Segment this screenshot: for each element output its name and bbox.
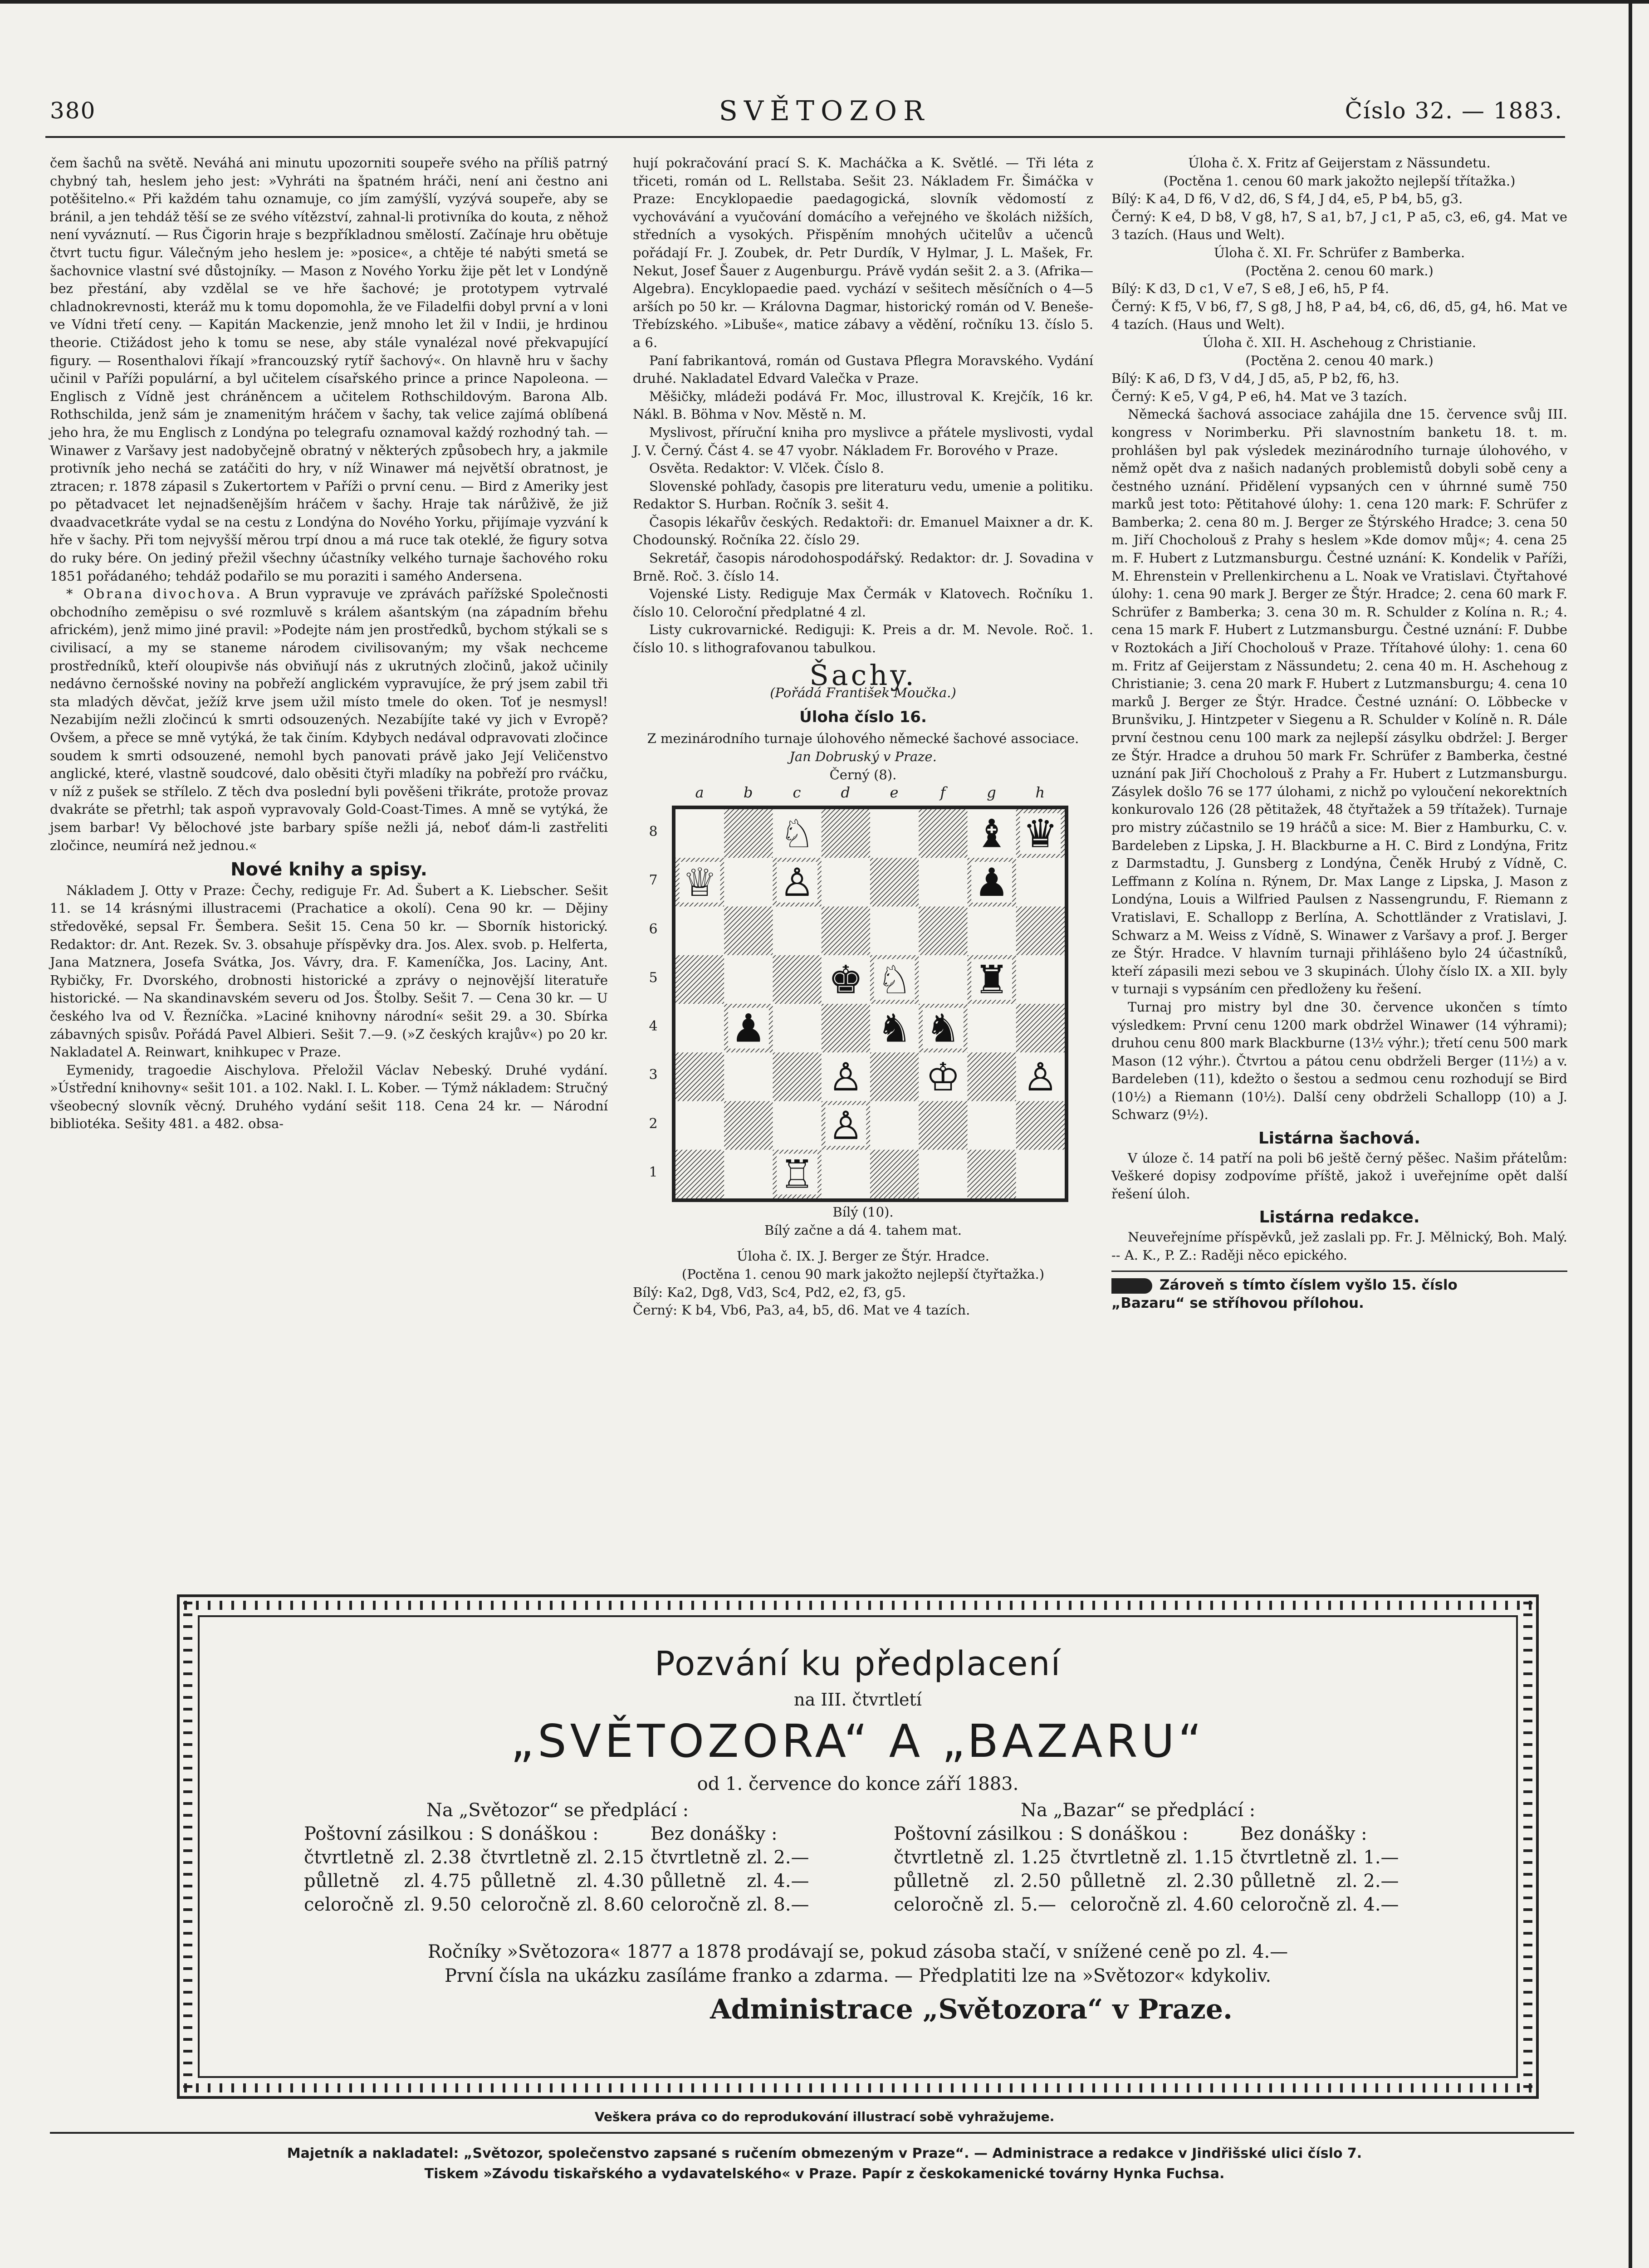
price-period: celoročně — [1070, 1894, 1160, 1915]
price-value: zl. 2.— — [1336, 1871, 1399, 1892]
tournament-result: Turnaj pro mistry byl dne 30. července ukončen s tímto výsledkem: První cenu 1200 mark obdržel Winawer (14 výhrami); druhou cenu 800 mark Blackburne (13½ výhr.); třetí cenu 500 mark Mason (12 výhr.). Čtvrtou a pátou cenu obdrželi Berger (11½) a v. Bardeleben (11), kdežto o šestou a sedmou cenu rozhodují se Bird (10½) a Riemann (10½). Další ceny obdrželi Schallopp (10) a J. Schwarz (9½). — [1111, 999, 1567, 1123]
problem-10-award: (Poctěna 1. cenou 60 mark jakožto nejlepší třítažka.) — [1163, 173, 1516, 189]
book-entry: Slovenské pohľady, časopis pre literaturu vedu, umenie a politiku. Redaktor S. Hurban. Ročník 3. sešit 4. — [633, 478, 1093, 512]
editorial-letters-text: Neuveřejníme příspěvků, jež zaslali pp. Fr. J. Mělnický, Boh. Malý. -- A. K., P. Z.: Raději něco epického. — [1111, 1229, 1567, 1263]
col-head-no-delivery: Bez donášky : — [1240, 1823, 1367, 1844]
column-1 — [50, 154, 608, 1133]
notice-line-1: Zároveň s tímto číslem vyšlo 15. číslo — [1160, 1277, 1458, 1294]
light-square — [773, 1004, 821, 1052]
price-row — [304, 1893, 816, 1916]
chess-piece: ♘ — [876, 957, 912, 1003]
price-value: zl. 1.— — [1336, 1847, 1399, 1868]
light-square — [870, 809, 919, 858]
rank-label: 5 — [649, 969, 658, 986]
price-period: půlletně — [894, 1871, 969, 1892]
chess-piece: ♙ — [828, 1103, 863, 1149]
rank-label: 1 — [649, 1164, 658, 1180]
file-labels — [672, 784, 1065, 802]
light-square — [919, 1150, 967, 1198]
subscription-subtitle: na III. čtvrtletí — [794, 1690, 922, 1710]
chess-piece: ♖ — [779, 1152, 815, 1198]
price-period: celoročně — [304, 1894, 394, 1915]
sample-issues-line: První čísla na ukázku zasíláme franko a zdarma. — Předplatiti lze na »Světozor« kdykoliv. — [444, 1965, 1272, 1986]
light-square — [675, 1101, 724, 1150]
price-period: čtvrtletně — [894, 1847, 984, 1868]
rank-label: 2 — [649, 1115, 658, 1132]
problem-10-black: Černý: K e4, D b8, V g8, h7, S a1, b7, J c1, P a5, c3, e6, g4. Mat ve 3 tazích. (Haus und Welt). — [1111, 209, 1567, 243]
col-head-post: Poštovní zásilkou : — [304, 1823, 475, 1844]
price-value: zl. 8.60 — [577, 1894, 644, 1915]
file-label: h — [1035, 784, 1045, 802]
price-value: zl. 2.38 — [404, 1847, 471, 1868]
bottom-ornament — [184, 2083, 1532, 2092]
masthead-title: SVĚTOZOR — [719, 95, 930, 127]
dark-square — [919, 809, 967, 858]
problem-11-white: Bílý: K d3, D c1, V e7, S e8, J e6, h5, P f4. — [1111, 281, 1390, 297]
problem-12-black: Černý: K e5, V g4, P e6, h4. Mat ve 3 tazích. — [1111, 388, 1408, 404]
rank-label: 4 — [649, 1018, 658, 1035]
price-value: zl. 4.— — [1336, 1894, 1399, 1915]
problem-11-black: Černý: K f5, V b6, f7, S g8, J h8, P a4, b4, c6, d6, d5, g4, h6. Mat ve 4 tazích. (Haus und Welt). — [1111, 298, 1567, 332]
right-edge — [1629, 0, 1632, 2268]
price-period: čtvrtletně — [650, 1847, 741, 1868]
price-period: celoročně — [650, 1894, 740, 1915]
chess-piece: ♙ — [1023, 1055, 1058, 1100]
svetozor-prices — [304, 1799, 816, 1916]
chess-piece: ♙ — [779, 860, 815, 906]
savage-defense-text: A Brun vypravuje ve zprávách pařížské Společnosti obchodního zeměpisu o své rozmluvě s králem ašantským (na západním břehu africkém), jenž mimo jiné pravil: »Podejte nám jen prostředků, bychom stýkali se s civilisací, a my se staneme národem civilisovaným; my však nechceme prostředníků, kteří oloupivše nás obviňují nás z ukrutných zločinů, jakož učinily nedávno černošské noviny na pobřeží anglickém vypravujíce, že prý jsem zabil tři sta mladých děvčat, ježíž krve jsem užil místo tmele do oken. Toť je nesmysl! Nezabijím nežli zločincú k smrti odsouzených. Nezabíjíte také vy jich v Evropě? Ovšem, a přece se mně vytýká, že tak činím. Kdybych nedával odpravovati zločince soudem k smrti odsouzené, nemohl bych panovati právě jako Její Veličenstvo anglické, které, vlastně soudcové, dalo oběsiti čtyři mladíky na pobřeží pro rváčku, v níž z pušek se střílelo. Z těch dva poslední byli pověšeni třikráte, protože provaz dvakráte se přetrhl; tak aspoň vypravovaly Gold-Coast-Times. A mně se vytýká, že jsem barbar! Vy bělochové jste barbary spíše nežli já, neboť dám-li zastřeliti zločince, neumírá než jednou.« — [50, 586, 608, 853]
association-report: Německá šachová associace zahájila dne 15. července svůj III. kongress v Norimberku. Při slavnostním banketu 18. t. m. prohlášen byl pak výsledek mezinárodního turnaje úlohového, v němž opět dva z našich nadaných problemistů dobyli sobě ceny a čestného uznání. Přidělení vypsaných cen v úhrnné sumě 750 marků jest toto: Pětitahové úlohy: 1. cena 120 mark: F. Schrüfer z Bamberka; 2. cena 80 m. J. Berger ze Štýrského Hradce; 3. cena 50 m. Jiří Chocholouš z Prahy s heslem »Kde domov můj«; 4. cena 25 m. F. Hubert z Lutzmansburgu. Čestné uznání: K. Kondelik v Paříži, M. Ehrenstein v Prellenkirchenu a L. Noak ve Vratislavi. Čtyřtahové úlohy: 1. cena 90 mark J. Berger ze Štýr. Hradce; 2. cena 60 mark F. Schrüfer z Bamberka; 3. cena 30 m. R. Schulder z Kolína n. R.; 4. cena 15 mark F. Hubert z Lutzmansburgu. Čestné uznání: F. Dubbe v Roztokách a Jiří Chocholouš v Praze. Třítahové úlohy: 1. cena 60 m. Fritz af Geijerstam z Nässundetu; 2. cena 40 m. H. Aschehoug z Christianie; 3. cena 20 mark F. Hubert z Lutzmansburgu; 4. cena 10 marků J. Berger ze Štýr. Hradce. Čestné uznání: O. Löbbecke v Brunšviku, J. Hintzpeter v Siegenu a R. Schulder v Kolíně n. R. Dále první čestnou cenu 100 mark za nejlepší zásylku obdržel: J. Berger ze Štýr. Hradce a druhou 50 mark Fr. Schrüfer z Bamberka, čestné uznání pak Jiří Chocholouš z Prahy a Fr. Hubert z Lutzmansburgu. Zásylek došlo 76 se 177 úlohami, z nichž po vyloučení nekorektních konkurovalo 126 (28 pětitažek, 48 čtyřtažek a 59 třítažek). Turnaje pro mistry zúčastnilo se 19 hráčů a sice: M. Bier z Hamburku, C. v. Bardeleben z Lipska, J. H. Blackburne a H. C. Bird z Londýna, Fritz z Darmstadtu, J. Gunsberg z Londýna, Čeněk Hrubý z Vídně, C. Leffmann z Kolína n. Rýnem, Dr. Max Lange z Lipska, J. Mason z Londýna, Louis a Wilfried Paulsen z Nassengrundu, F. Riemann z Vratislavi, E. Schallopp z Berlína, A. Schottländer z Vratislavi, J. Schwarz a M. Weiss z Vídně, S. Winawer z Varšavy a prof. J. Berger ze Štýr. Hradce. V hlavním turnaji přihlášeno bylo 24 účastníků, kteří zápasili mezi sebou ve 3 skupinách. Úlohy číslo IX. a XII. byly v turnaji s vypsáním cen předloženy ku řešení. — [1111, 406, 1567, 997]
printer-line: Tiskem »Závodu tiskařského a vydavatelského« v Praze. Papír z českokamenické továrny Hynka Fuchsa. — [424, 2166, 1225, 2182]
subscription-title: Pozvání ku předplacení — [654, 1644, 1062, 1683]
price-value: zl. 2.— — [747, 1847, 809, 1868]
dark-square — [919, 907, 967, 955]
price-value: zl. 2.50 — [993, 1871, 1061, 1892]
chess-piece: ♞ — [925, 1006, 960, 1051]
rights-notice: Veškera práva co do reprodukování illustrací sobě vyhražujeme. — [594, 2109, 1055, 2124]
problem-11-award: (Poctěna 2. cenou 60 mark.) — [1245, 263, 1434, 279]
price-value: zl. 5.— — [993, 1894, 1056, 1915]
chess-piece: ♚ — [828, 957, 863, 1003]
price-value: zl. 4.75 — [404, 1871, 471, 1892]
dark-square — [675, 955, 724, 1004]
books-paragraph-1: Nákladem J. Otty v Praze: Čechy, rediguje Fr. Ad. Šubert a K. Liebscher. Sešit 11. se 14 krásnými illustracemi (Prachatice a okolí). Cena 90 kr. — Dějiny středověké, sepsal Fr. Šembera. Sešit 15. Cena 50 kr. — Sborník historický. Redaktor: dr. Ant. Rezek. Sv. 3. obsahuje příspěvky dra. Jos. Alex. svob. p. Helferta, Jana Matznera, Josefa Svátka, Jos. Vávry, dra. F. Kameníčka, Jos. Laciny, Ant. Rybičky, Fr. Dvorského, drobnosti historické a zprávy o nejnovější literatuře historické. — Na skandinavském severu od Jos. Štolby. Sešit 7. — Cena 30 kr. — U českého lva od V. Řezníčka. »Laciné knihovny národní« sešit 29. a 30. Sbírka zábavných spisův. Pořádá Pavel Albieri. Sešit 7.—9. (»Z českých krajův«) po 20 kr. Nakladatel A. Reinwart, knihkupec v Praze. — [50, 882, 608, 1060]
white-label: Bílý (10). — [832, 1204, 894, 1220]
price-period: půlletně — [304, 1871, 380, 1892]
price-period: půlletně — [1070, 1871, 1146, 1892]
dark-square — [967, 1052, 1016, 1101]
left-ornament — [183, 1602, 192, 2092]
problem-12-title: Úloha č. XII. H. Aschehoug z Christianie. — [1202, 334, 1477, 350]
problem-10-white: Bílý: K a4, D f6, V d2, d6, S f4, J d4, e5, P b4, b5, g3. — [1111, 191, 1463, 207]
price-period: půlletně — [650, 1871, 726, 1892]
subscription-big-title: „SVĚTOZORA“ A „BAZARU“ — [510, 1715, 1205, 1768]
dark-square — [821, 1004, 870, 1052]
chess-diagram — [646, 784, 1081, 1203]
book-entry: Sekretář, časopis národohospodářský. Redaktor: dr. J. Sovadina v Brně. Roč. 3. číslo 14. — [633, 550, 1093, 584]
black-label: Černý (8). — [829, 767, 897, 782]
price-period: půlletně — [480, 1871, 556, 1892]
price-value: zl. 2.30 — [1166, 1871, 1234, 1892]
dark-square — [821, 809, 870, 858]
dark-square — [724, 907, 773, 955]
dark-square — [773, 955, 821, 1004]
file-label: c — [793, 784, 801, 802]
light-square — [870, 1101, 919, 1150]
rank-labels — [646, 806, 664, 1195]
notice-line-2: „Bazaru“ se stříhovou přílohou. — [1111, 1295, 1364, 1311]
price-value: zl. 1.25 — [993, 1847, 1061, 1868]
back-issues-line: Ročníky »Světozora« 1877 a 1878 prodávají se, pokud zásoba stačí, v snížené ceně po zl. 4.— — [427, 1941, 1288, 1962]
column-3 — [1111, 154, 1567, 1312]
price-row — [894, 1846, 1405, 1869]
light-square — [870, 907, 919, 955]
price-period: celoročně — [1240, 1894, 1330, 1915]
pointing-hand-icon — [1111, 1278, 1152, 1294]
light-square — [724, 858, 773, 906]
light-square — [967, 907, 1016, 955]
dark-square — [675, 1150, 724, 1198]
dark-square — [870, 858, 919, 906]
price-period: celoročně — [894, 1894, 984, 1915]
dark-square — [724, 1101, 773, 1150]
problem-12-white: Bílý: K a6, D f3, V d4, J d5, a5, P b2, f6, h3. — [1111, 371, 1399, 386]
savage-defense-heading: * Obrana divochova. — [66, 586, 242, 602]
price-row — [304, 1869, 816, 1893]
subscription-period: od 1. července do konce září 1883. — [697, 1774, 1019, 1794]
chess-piece: ♞ — [876, 1006, 912, 1051]
column-2 — [633, 154, 1093, 1320]
savage-defense-paragraph — [50, 585, 608, 855]
chess-piece: ♙ — [828, 1055, 863, 1100]
subscription-inner — [198, 1615, 1518, 2078]
books-paragraph-2: Eymenidy, tragoedie Aischylova. Přeložil Václav Nebeský. Druhé vydání. »Ústřední knihovny« sešit 101. a 102. Nakl. I. L. Kober. — Týmž nákladem: Stručný všeobecný slovník věcný. Druhého vydání sešit 118. Cena 24 kr. — Národní bibliotéka. Sešity 481. a 482. obsa- — [50, 1062, 608, 1132]
price-value: zl. 2.15 — [577, 1847, 644, 1868]
file-label: e — [890, 784, 899, 802]
chess-players-paragraph: čem šachů na světě. Neváhá ani minutu upozorniti soupeře svého na příliš patrný chybný tah, heslem jeho jest: »Vyhráti na špatném hráči, není ani čestno ani potěšitelno.« Při každém tahu oznamuje, co jím zamýšlí, vyzývá soupeře, aby se bránil, a jen tehdáž těší se ze svého vítězství, zahnal-li protivníka do kouta, z něhož není vyváznutí. — Rus Čigorin hraje s bezpříkladnou smělostí. Začínaje hru obětuje čtvrt tuctu figur. Válečným jeho heslem je: »posice«, a chtěje té nabýti smetá se šachovnice vlastní své důstojníky. — Mason z Nového Yorku žije pět let v Londýně bez přestání, aby vzdělal se ve hře šachové; je prototypem vytrvalé chladnokrevnosti, kteráž mu k tomu dopomohla, že ve Filadelfii dobyl první a v loni ve Vídni třetí ceny. — Kapitán Mackenzie, jenž mnoho let žil v Indii, je hrdinou theorie. Ctižádost jeho k tomu se nese, aby stále vynalézal nové překvapující figury. — Rosenthalovi říkají »francouzský rytíř šachový«. On hlavně hru v šachy učinil v Paříži populární, a byl učitelem císařského prince a prince Napoleona. — Englisch z Vídně jest chráněncem a učitelem Rothschildovým. Barona Alb. Rothschilda, jenž sám je znamenitým hráčem v šachy, tak velice zajímá oblíbená jeho hra, že mu Englisch z Londýna po telegrafu oznamoval každý rozhodný tah. — Winawer z Varšavy jest nadobyčejně obratný v některých způsobech hry, a jakmile protivník jeho nechá se zatáčiti do hry, v níž Winawer má největší obratnost, je ztracen; r. 1878 zápasil s Zukertortem v Paříži o první cenu. — Bird z Ameriky jest po pětadvacet let nejnadšenějším hráčem v šachy. Hraje tak nárůživě, že již dvaadvacetkráte vydal se na cestu z Londýna do Nového Yorku, přijímaje vyzvání k hře v šachy. Při tom nejvyšší měrou trpí dnou a má ruce tak oteklé, že figury sotva do ruky bére. On jediný přežil všechny účastníky velkého turnaje šachového roku 1851 pořádaného; tehdáž podařilo se mu poraziti i samého Andersena. — [50, 155, 608, 584]
problem-11-title: Úloha č. XI. Fr. Schrüfer z Bamberka. — [1214, 244, 1465, 260]
price-value: zl. 1.15 — [1166, 1847, 1234, 1868]
book-entry: Listy cukrovarnické. Rediguji: K. Preis a dr. M. Nevole. Roč. 1. číslo 10. s lithografovanou tabulkou. — [633, 622, 1093, 656]
top-ornament — [184, 1601, 1532, 1610]
book-entry: Měšičky, mládeži podává Fr. Moc, illustroval K. Krejčík, 16 kr. Nákl. B. Böhma v Nov. Městě n. M. — [633, 388, 1093, 422]
top-edge — [0, 0, 1649, 4]
header-rule — [45, 136, 1565, 138]
price-period: čtvrtletně — [1070, 1847, 1160, 1868]
problem-title: Úloha číslo 16. — [799, 708, 927, 726]
rank-label: 8 — [649, 824, 658, 840]
col-head-post: Poštovní zásilkou : — [894, 1823, 1064, 1844]
chess-editor: (Pořádá František Moučka.) — [770, 685, 956, 701]
chess-piece: ♘ — [779, 811, 815, 857]
chess-letters-heading: Listárna šachová. — [1258, 1129, 1421, 1148]
problem-12-award: (Poctěna 2. cenou 40 mark.) — [1245, 352, 1434, 368]
price-row — [894, 1869, 1405, 1893]
dark-square — [724, 809, 773, 858]
subscription-box — [177, 1594, 1539, 2099]
new-books-heading: Nové knihy a spisy. — [230, 859, 427, 880]
dark-square — [870, 1052, 919, 1101]
problem-9-award: (Poctěna 1. cenou 90 mark jakožto nejlepší čtyřtažka.) — [681, 1266, 1045, 1282]
book-entry: Osvěta. Redaktor: V. Vlček. Číslo 8. — [649, 460, 884, 476]
price-value: zl. 8.— — [747, 1894, 809, 1915]
file-label: g — [987, 784, 996, 802]
problem-source: Z mezinárodního turnaje úlohového německé šachové associace. — [647, 731, 1079, 747]
dark-square — [675, 1052, 724, 1101]
mate-note: Bílý začne a dá 4. tahem mat. — [764, 1222, 962, 1238]
footer-rule — [50, 2132, 1574, 2134]
rank-label: 3 — [649, 1067, 658, 1083]
light-square — [773, 907, 821, 955]
col-head-delivery: S donáškou : — [480, 1823, 599, 1844]
file-label: b — [744, 784, 753, 802]
issue-number: Číslo 32. — 1883. — [1345, 98, 1563, 124]
light-square — [967, 1101, 1016, 1150]
price-period: čtvrtletně — [304, 1847, 394, 1868]
book-entry: Myslivost, příruční kniha pro myslivce a přátele myslivosti, vydal J. V. Černý. Část 4. se 47 vyobr. Nákladem Fr. Borového v Praze. — [633, 424, 1093, 458]
dark-square — [773, 1052, 821, 1101]
bazar-heading: Na „Bazar“ se předplácí : — [1021, 1800, 1256, 1821]
problem-9-black: Černý: K b4, Vb6, Pa3, a4, b5, d6. Mat ve 4 tazích. — [633, 1302, 970, 1318]
chess-piece: ♛ — [1023, 811, 1058, 857]
supplement-notice — [1111, 1271, 1567, 1312]
dark-square — [870, 1150, 919, 1198]
light-square — [919, 858, 967, 906]
chess-piece: ♝ — [974, 811, 1009, 857]
problem-9-title: Úloha č. IX. J. Berger ze Štýr. Hradce. — [737, 1248, 989, 1264]
chess-section-title: Šachy. — [809, 658, 917, 692]
file-label: f — [940, 784, 946, 802]
light-square — [967, 1004, 1016, 1052]
page-number: 380 — [50, 98, 96, 124]
file-label: a — [695, 784, 704, 802]
problem-9-white: Bílý: Ka2, Dg8, Vd3, Sc4, Pd2, e2, f3, g5. — [633, 1284, 906, 1300]
light-square — [1016, 1150, 1064, 1198]
dark-square — [1016, 907, 1064, 955]
light-square — [821, 858, 870, 906]
book-entry: Vojenské Listy. Rediguje Max Čermák v Klatovech. Ročníku 1. číslo 10. Celoroční předplatné 4 zl. — [633, 586, 1093, 620]
dark-square — [821, 907, 870, 955]
chess-piece: ♟ — [730, 1006, 766, 1051]
light-square — [675, 809, 724, 858]
bazar-prices — [894, 1799, 1405, 1916]
col-head-delivery: S donáškou : — [1070, 1823, 1189, 1844]
dark-square — [1016, 1004, 1064, 1052]
board-svg — [675, 809, 1065, 1198]
light-square — [675, 1004, 724, 1052]
dark-square — [919, 1101, 967, 1150]
problem-author: Jan Dobruský v Praze. — [789, 749, 937, 764]
light-square — [724, 1150, 773, 1198]
chess-letters-text: V úloze č. 14 patří na poli b6 ještě černý pěšec. Našim přátelům: Veškeré dopisy zodpovíme příště, jakož i uveřejníme opět další řešení úloh. — [1111, 1150, 1567, 1202]
chess-piece: ♟ — [974, 860, 1009, 906]
svetozor-heading: Na „Světozor“ se předplácí : — [426, 1800, 689, 1821]
light-square — [919, 955, 967, 1004]
dark-square — [967, 1150, 1016, 1198]
book-entry: Časopis lékařův českých. Redaktoři: dr. Emanuel Maixner a dr. K. Chodounský. Ročníka 22. číslo 29. — [633, 514, 1093, 548]
price-value: zl. 4.30 — [577, 1871, 644, 1892]
administration-signature: Administrace „Světozora“ v Praze. — [710, 1994, 1233, 2025]
price-value: zl. 9.50 — [404, 1894, 471, 1915]
price-period: čtvrtletně — [1240, 1847, 1331, 1868]
price-row — [304, 1846, 816, 1869]
book-entry: Paní fabrikantová, román od Gustava Pflegra Moravského. Vydání druhé. Nakladatel Edvard Valečka v Praze. — [633, 352, 1093, 386]
light-square — [724, 1052, 773, 1101]
price-period: celoročně — [480, 1894, 571, 1915]
price-row — [894, 1893, 1405, 1916]
svetozor-price-table — [304, 1822, 816, 1916]
price-period: půlletně — [1240, 1871, 1316, 1892]
chess-piece: ♜ — [974, 957, 1009, 1003]
light-square — [1016, 858, 1064, 906]
bazar-price-table — [894, 1822, 1405, 1916]
chess-piece: ♕ — [682, 860, 717, 906]
problem-10-title: Úloha č. X. Fritz af Geijerstam z Nässundetu. — [1188, 155, 1491, 171]
col-head-no-delivery: Bez donášky : — [650, 1823, 778, 1844]
light-square — [675, 907, 724, 955]
light-square — [724, 955, 773, 1004]
books-continued: hují pokračování prací S. K. Macháčka a K. Světlé. — Tři léta z třiceti, román od L. Rellstaba. Sešit 23. Nákladem Fr. Šimáčka v Praze: Encyklopaedie paedagogická, slovník vědomostí z vychovávání a vyučování domácího a veřejného ve školách nižších, středních a vysokých. Přispěním mnohých učitelův a učenců pořádají Fr. J. Zoubek, dr. Petr Durdík, V Hylmar, J. L. Mašek, Fr. Nekut, Josef Šauer z Augenburgu. Právě vydán sešit 2. a 3. (Afrika—Algebra). Encyklopaedie paed. vychází v sešitech měsíčních o 4—5 arších po 50 kr. — Královna Dagmar, historický román od V. Beneše-Třebízského. »Libuše«, matice zábavy a vědění, ročníku 13. číslo 5. a 6. — [633, 155, 1093, 350]
right-ornament — [1523, 1602, 1532, 2092]
chess-piece: ♔ — [925, 1055, 960, 1100]
light-square — [821, 1150, 870, 1198]
price-period: čtvrtletně — [480, 1847, 571, 1868]
price-value: zl. 4.— — [747, 1871, 809, 1892]
light-square — [773, 1101, 821, 1150]
rank-label: 7 — [649, 872, 658, 889]
rank-label: 6 — [649, 921, 658, 937]
price-value: zl. 4.60 — [1166, 1894, 1234, 1915]
dark-square — [1016, 1101, 1064, 1150]
editorial-letters-heading: Listárna redakce. — [1259, 1208, 1420, 1227]
chess-board — [672, 806, 1068, 1202]
file-label: d — [841, 784, 850, 802]
light-square — [1016, 955, 1064, 1004]
publisher-line: Majetník a nakladatel: „Světozor, společenstvo zapsané s ručením obmezeným v Praze“. — Administrace a redakce v Jindřišské ulici číslo 7. — [287, 2146, 1362, 2161]
